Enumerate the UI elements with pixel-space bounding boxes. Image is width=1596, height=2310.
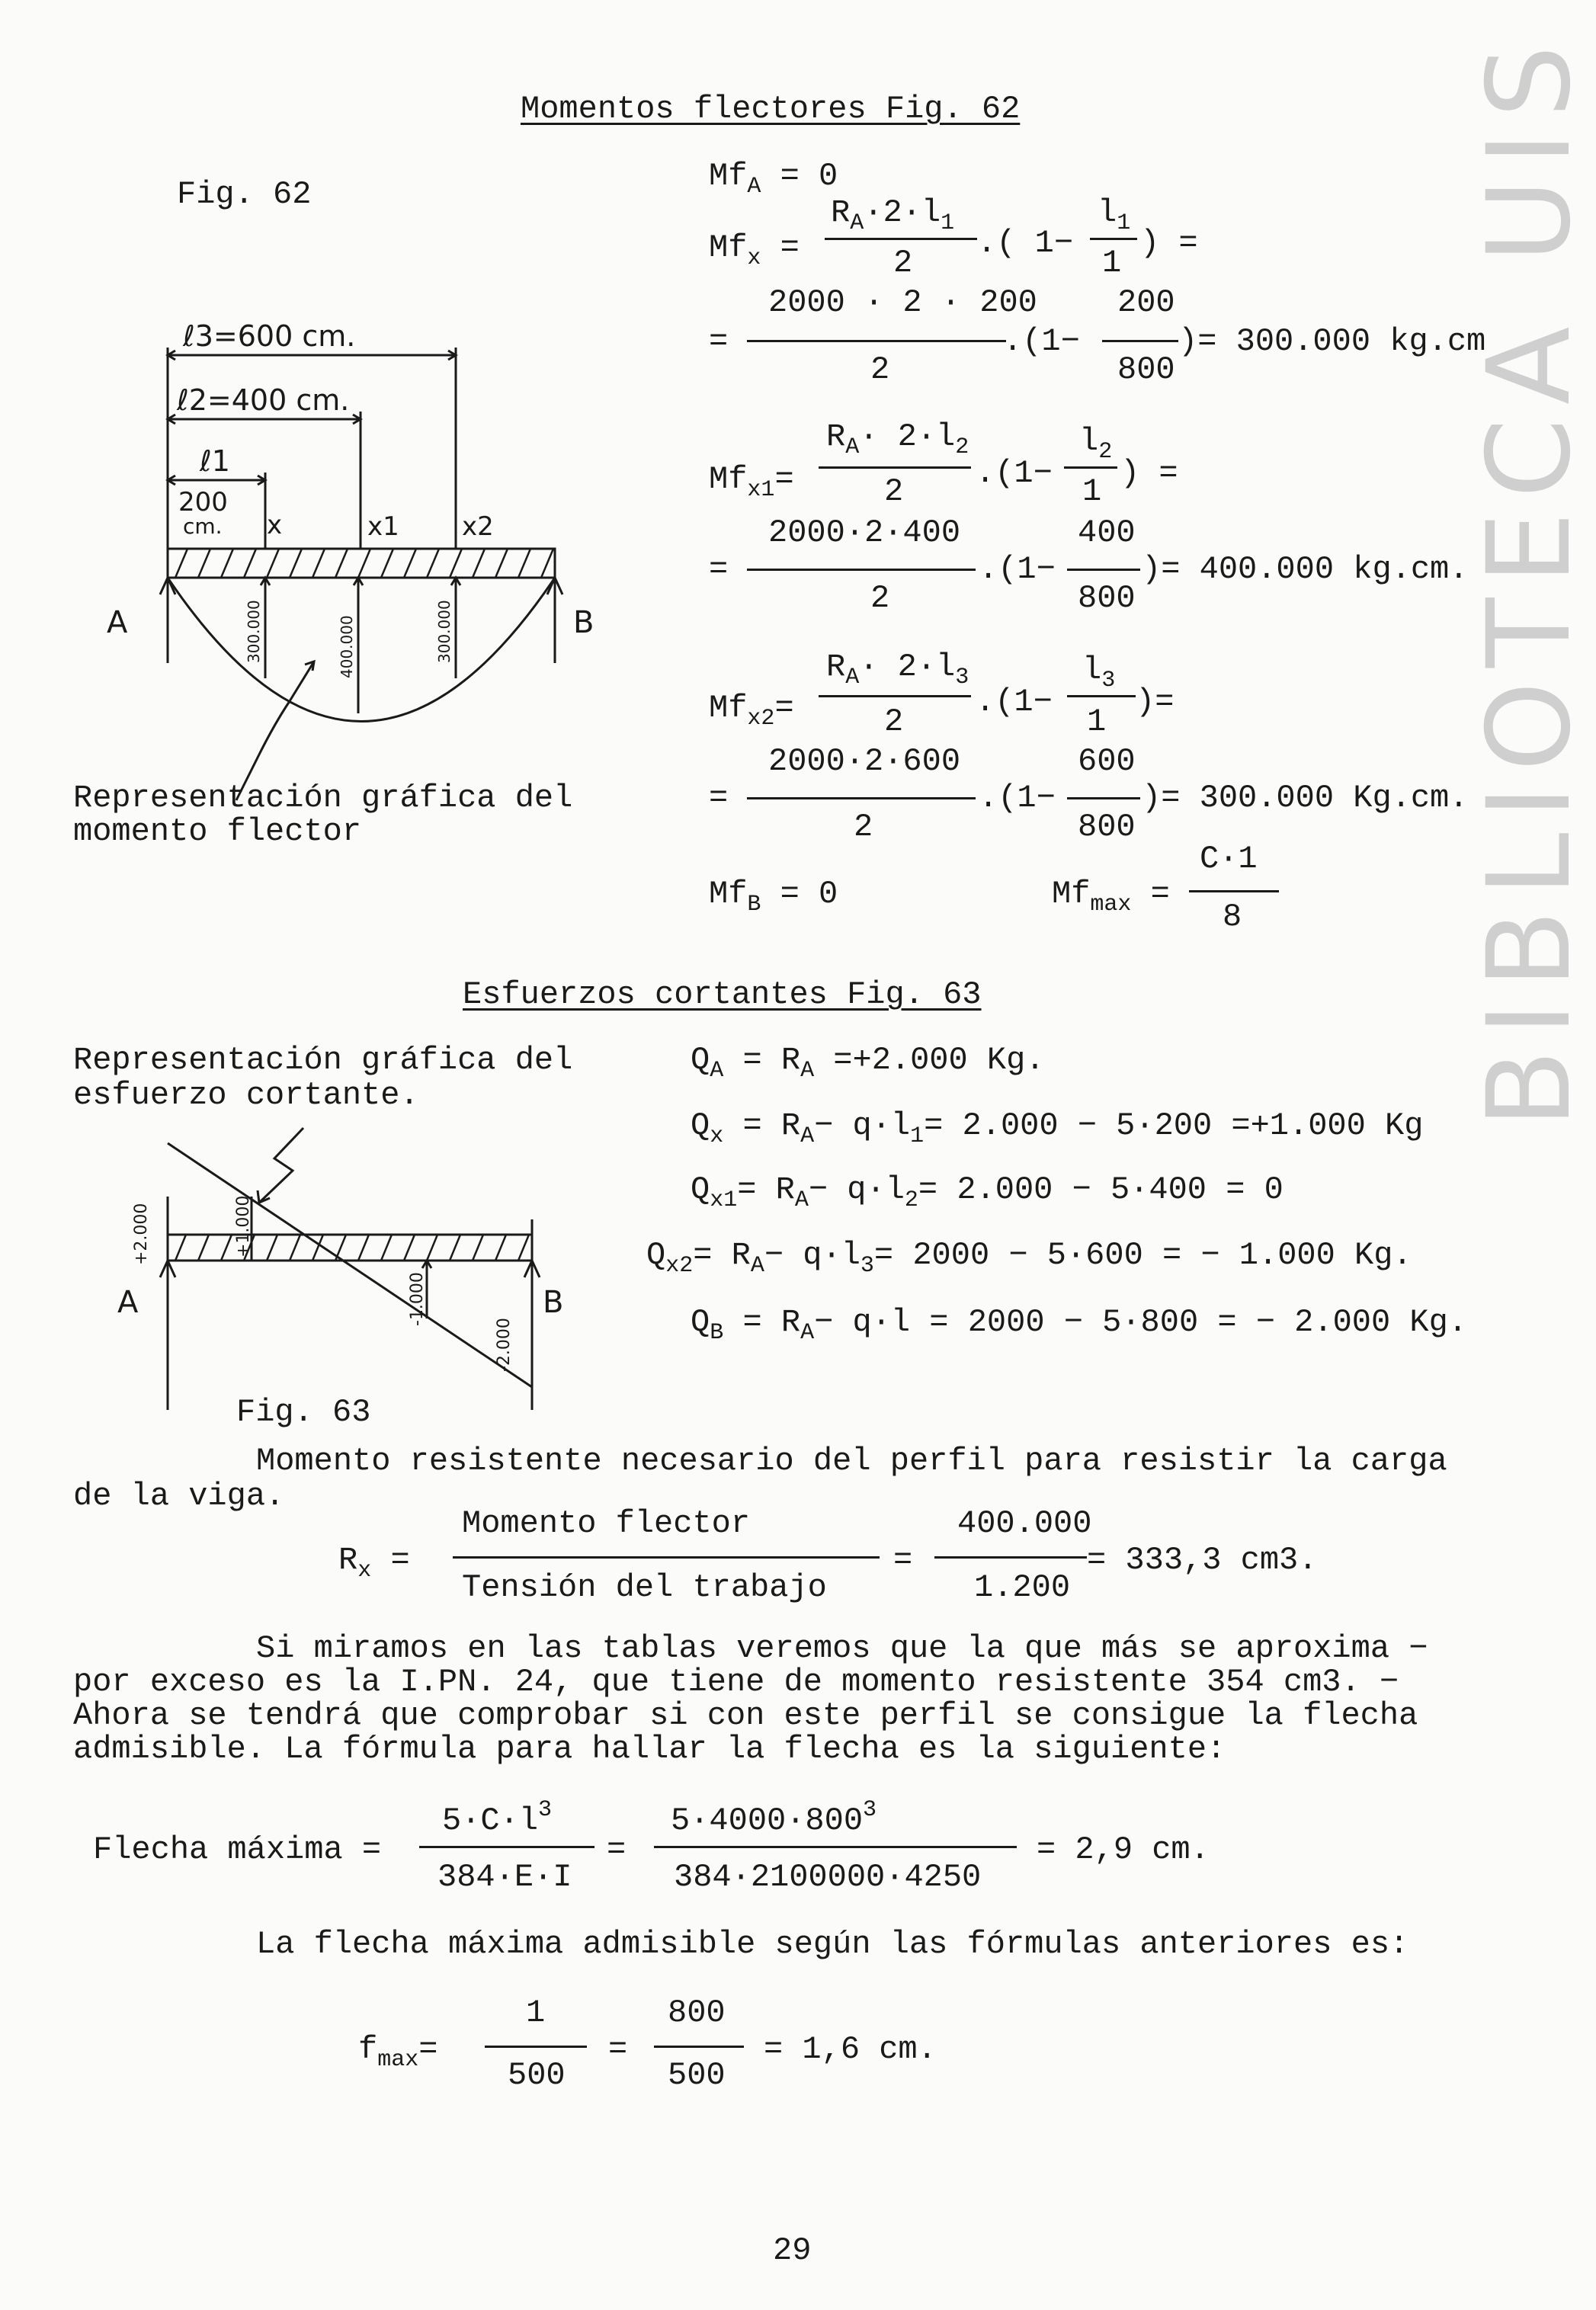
fig62-l1-value: 200 bbox=[178, 487, 228, 517]
fig62-x1-label: x1 bbox=[367, 511, 399, 542]
fig62-l1-unit: cm. bbox=[183, 514, 223, 539]
flecha-numerator-2: $5\cdot 4000\cdot 800^3$ bbox=[671, 1797, 877, 1839]
r1-frac-num: 200 bbox=[1117, 284, 1175, 321]
r1-numerator: 2000 · 2 · 200 bbox=[768, 284, 1037, 321]
fig62-x-label: x bbox=[267, 510, 283, 540]
fig-62-label: Fig. 62 bbox=[177, 176, 312, 213]
r2-equals: = bbox=[709, 551, 729, 588]
mfx2-end: )= bbox=[1136, 684, 1175, 720]
r1-result: )= 300.000 kg.cm bbox=[1178, 323, 1486, 360]
r2-numerator: 2000·2·400 bbox=[768, 514, 961, 551]
fig63-support-b: B bbox=[543, 1285, 564, 1320]
qx2-equation: $Q_{x2}= R_A- q\cdot l_3= 2000 - 5\cdot 600$ = − 1.000 Kg. bbox=[646, 1237, 1412, 1279]
mfx1-frac-den: 1 bbox=[1082, 473, 1102, 510]
r1-mid: .(1− bbox=[1003, 323, 1080, 360]
r3-frac-num: 600 bbox=[1078, 743, 1136, 780]
fmax-numerator-2: 800 bbox=[668, 1994, 726, 2031]
mfx1-frac-num: $l_2$ bbox=[1079, 423, 1113, 465]
mfx-numerator: $R_A\cdot 2\cdot l_1$ bbox=[831, 194, 955, 236]
r2-frac-num: 400 bbox=[1078, 514, 1136, 551]
para-line-1: Si miramos en las tablas veremos que la que más se aproxima − bbox=[256, 1630, 1428, 1667]
r3-mid: .(1− bbox=[979, 780, 1056, 816]
flecha-numerator: $5\cdot C\cdot l^3$ bbox=[442, 1797, 553, 1839]
mfx1-mid: .(1− bbox=[976, 455, 1053, 492]
rx-result: = 333,3 cm3. bbox=[1087, 1542, 1318, 1578]
qb-equation: $Q_B = R_A- q\cdot l = 2000 - 5\cdot 800$ = − 2.000 Kg. bbox=[691, 1304, 1468, 1346]
qx-equation: $Q_x = R_A- q\cdot l_1= 2.000 - 5\cdot 200 =+1.000$ Kg bbox=[691, 1107, 1424, 1149]
rx-numerator-2: 400.000 bbox=[957, 1505, 1092, 1542]
r3-numerator: 2000·2·600 bbox=[768, 743, 961, 780]
mfx2-lhs: $Mf_{x2}=$ bbox=[709, 690, 794, 732]
mfx1-end: ) = bbox=[1120, 455, 1178, 492]
fig62-support-a: A bbox=[107, 605, 128, 640]
rx-lhs: $R_x$ = bbox=[338, 1542, 410, 1584]
fig63-value-plus1000: +1.000 bbox=[234, 1195, 253, 1258]
qa-equation: $Q_A = R_A =+2.000$ Kg. bbox=[691, 1042, 1045, 1084]
mfx-frac-num: $l_1$ bbox=[1098, 194, 1131, 236]
rx-equals: = bbox=[893, 1542, 913, 1578]
section-heading-momentos: Momentos flectores Fig. 62 bbox=[521, 91, 1021, 127]
fig62-ordinate-2: 400.000 bbox=[338, 615, 356, 678]
rx-denominator: Tensión del trabajo bbox=[462, 1569, 827, 1606]
para-line-4: admisible. La fórmula para hallar la flecha es la siguiente: bbox=[73, 1731, 1226, 1767]
fig62-x2-label: x2 bbox=[462, 511, 494, 542]
fig62-support-b: B bbox=[573, 605, 594, 640]
mfmax-lhs: $Mf_{max}$ = bbox=[1052, 876, 1170, 918]
fig62-ordinate-3: 300.000 bbox=[435, 600, 453, 663]
para-line-3: Ahora se tendrá que comprobar si con este perfil se consigue la flecha bbox=[73, 1697, 1418, 1734]
resistant-moment-intro-2: de la viga. bbox=[73, 1478, 285, 1514]
watermark: BIBLIOTECA UIS bbox=[1463, 31, 1596, 1128]
flecha-denominator: 384·E·I bbox=[437, 1859, 572, 1895]
r3-result: )= 300.000 Kg.cm. bbox=[1142, 780, 1469, 816]
fig62-l3-label: ℓ3=600 cm. bbox=[183, 319, 356, 353]
r3-frac-den: 800 bbox=[1078, 809, 1136, 845]
fig63-support-a: A bbox=[117, 1285, 139, 1320]
para-line-2: por exceso es la I.PN. 24, que tiene de momento resistente 354 cm3. − bbox=[73, 1664, 1399, 1700]
r1-frac-den: 800 bbox=[1117, 351, 1175, 388]
qx1-equation: $Q_{x1}= R_A- q\cdot l_2= 2.000 - 5\cdot 400 = 0$ bbox=[691, 1171, 1284, 1213]
flecha-result: = 2,9 cm. bbox=[1037, 1831, 1210, 1868]
mfx-mid: .( 1− bbox=[977, 225, 1074, 261]
fig62-caption-line1: Representación gráfica del bbox=[73, 780, 573, 816]
mfb-equation: $Mf_B = 0$ bbox=[709, 876, 838, 918]
fig63-caption-line2: esfuerzo cortante. bbox=[73, 1077, 419, 1113]
page-number: 29 bbox=[773, 2232, 812, 2269]
section-heading-cortantes: Esfuerzos cortantes Fig. 63 bbox=[463, 976, 982, 1013]
flecha-denominator-2: 384·2100000·4250 bbox=[674, 1859, 982, 1895]
fmax-denominator-2: 500 bbox=[668, 2057, 726, 2094]
fig62-caption-line2: momento flector bbox=[73, 813, 362, 850]
mfx1-lhs: $Mf_{x1}=$ bbox=[709, 461, 794, 503]
flecha-equals: = bbox=[607, 1831, 627, 1868]
fig63-value-minus1000: -1.000 bbox=[408, 1272, 427, 1326]
resistant-moment-intro-1: Momento resistente necesario del perfil para resistir la carga bbox=[256, 1443, 1447, 1479]
mfx1-numerator: $R_A\cdot 2\cdot l_2$ bbox=[826, 418, 969, 460]
para-line-5: La flecha máxima admisible según las fórmulas anteriores es: bbox=[256, 1926, 1409, 1962]
r1-equals: = bbox=[709, 323, 729, 360]
mfmax-numerator: C·1 bbox=[1200, 841, 1258, 877]
r2-frac-den: 800 bbox=[1078, 580, 1136, 617]
fig62-l1-label: ℓ1 bbox=[200, 444, 230, 478]
r1-denominator: 2 bbox=[870, 351, 890, 388]
mfx2-frac-den: 1 bbox=[1087, 703, 1107, 740]
r2-denominator: 2 bbox=[870, 580, 890, 617]
fmax-equals: = bbox=[608, 2031, 628, 2068]
mfa-equation: $Mf_A = 0$ bbox=[709, 158, 838, 200]
fig62-ordinate-1: 300.000 bbox=[245, 600, 263, 663]
mfx2-frac-num: $l_3$ bbox=[1082, 652, 1116, 694]
r2-mid: .(1− bbox=[979, 551, 1056, 588]
fig63-value-minus2000: -2.000 bbox=[495, 1318, 514, 1372]
mfx2-denominator: 2 bbox=[884, 703, 904, 740]
fmax-denominator: 500 bbox=[508, 2057, 566, 2094]
mfx-end: ) = bbox=[1140, 225, 1198, 261]
r3-equals: = bbox=[709, 780, 729, 816]
flecha-lhs: Flecha máxima = bbox=[93, 1831, 382, 1868]
fmax-lhs: $f_{max}=$ bbox=[358, 2031, 438, 2073]
fig-63-label: Fig. 63 bbox=[236, 1394, 371, 1431]
r2-result: )= 400.000 kg.cm. bbox=[1142, 551, 1469, 588]
mfx2-numerator: $R_A\cdot 2\cdot l_3$ bbox=[826, 649, 969, 690]
mfx2-mid: .(1− bbox=[976, 684, 1053, 720]
figure-63-shear-diagram bbox=[99, 1105, 572, 1433]
rx-numerator: Momento flector bbox=[462, 1505, 751, 1542]
mfmax-denominator: 8 bbox=[1223, 899, 1242, 935]
rx-denominator-2: 1.200 bbox=[974, 1569, 1071, 1606]
fmax-numerator: 1 bbox=[526, 1994, 546, 2031]
fig63-caption-line1: Representación gráfica del bbox=[73, 1042, 573, 1078]
fig62-l2-label: ℓ2=400 cm. bbox=[177, 383, 350, 417]
mfx-denominator: 2 bbox=[893, 245, 913, 281]
mfx-lhs: $Mf_x$ = bbox=[709, 229, 800, 271]
fmax-result: = 1,6 cm. bbox=[764, 2031, 937, 2068]
mfx1-denominator: 2 bbox=[884, 473, 904, 510]
fig63-value-plus2000: +2.000 bbox=[132, 1203, 151, 1265]
mfx-frac-den: 1 bbox=[1102, 245, 1122, 281]
r3-denominator: 2 bbox=[854, 809, 873, 845]
